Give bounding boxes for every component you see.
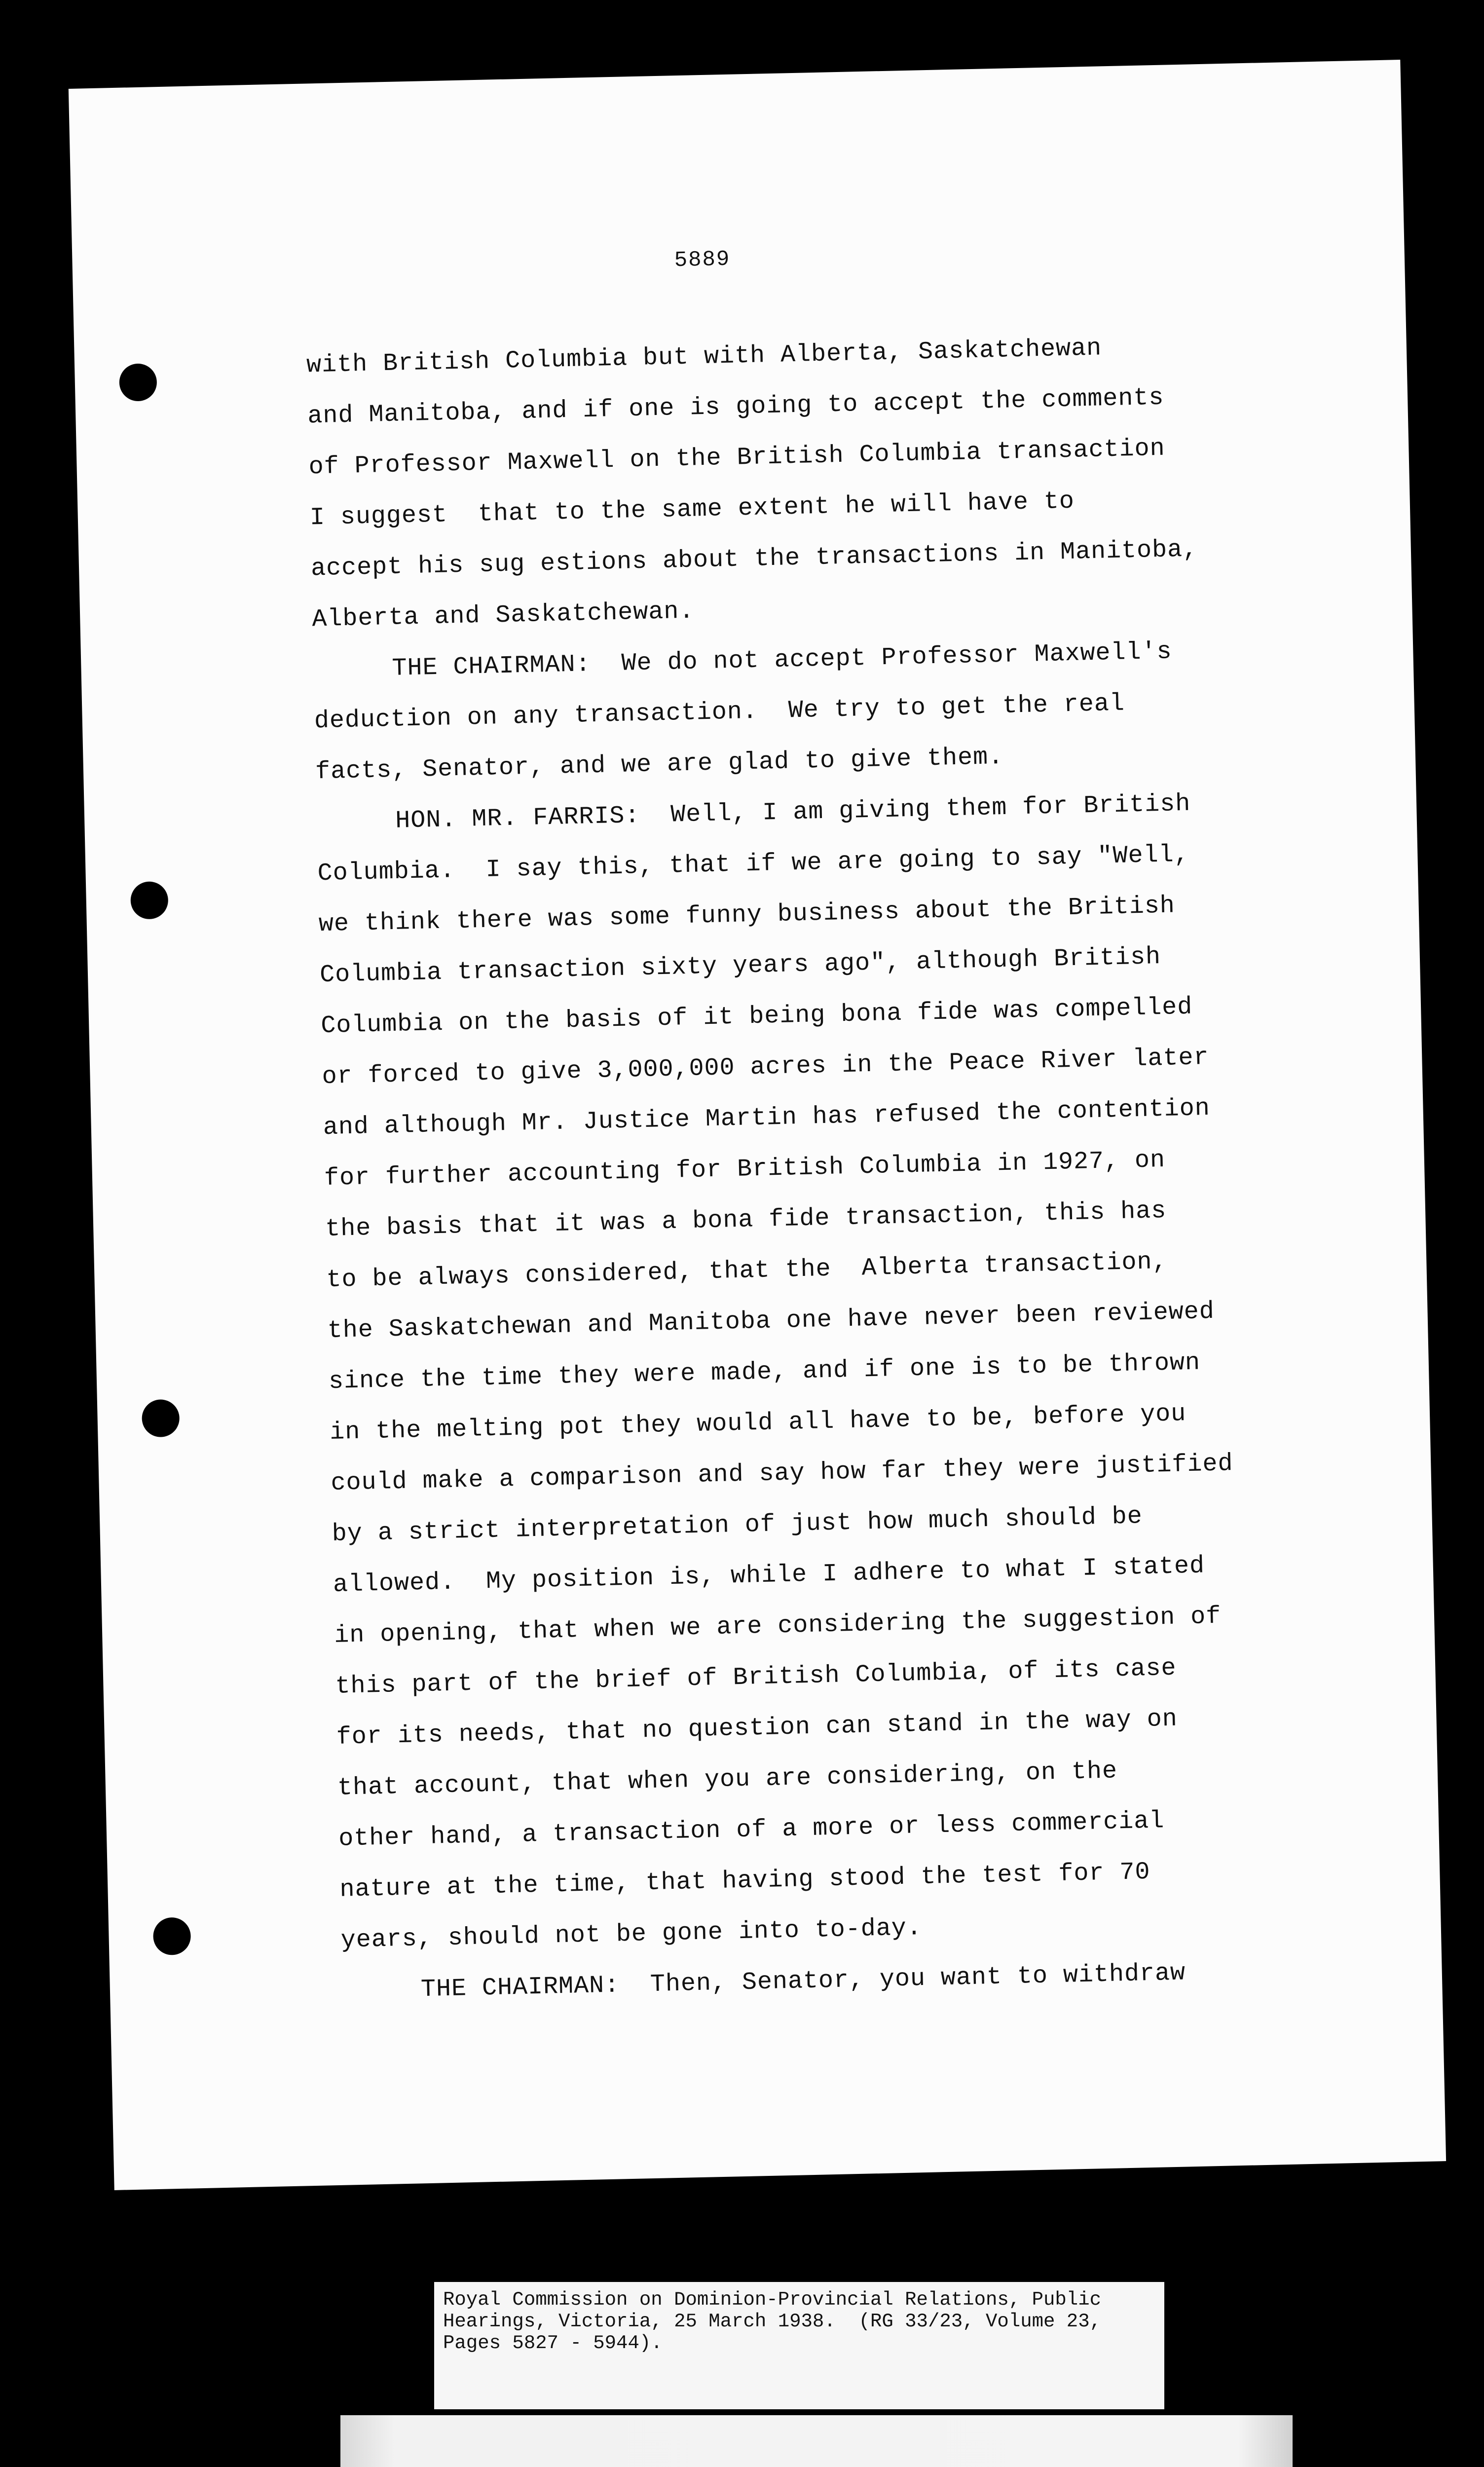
text-line: for further accounting for British Columbia in 1927, on [324,1146,1166,1193]
text-line: we think there was some funny business about the British [318,892,1176,939]
text-line: with British Columbia but with Alberta, Saskatchewan [306,334,1102,380]
punch-hole-3 [142,1399,180,1438]
text-line: Columbia on the basis of it being bona fide was compelled [320,993,1193,1041]
text-line: I suggest that to the same extent he will have to [309,487,1075,532]
speaker-line: THE CHAIRMAN: We do not accept Professor Maxwell's [392,637,1173,683]
punch-hole-1 [119,363,157,402]
text-line: since the time they were made, and if one is to be thrown [328,1348,1201,1396]
text-line: the basis that it was a bona fide transaction, this has [325,1196,1167,1244]
text-line: Columbia transaction sixty years ago", although British [319,943,1161,990]
text-line: of Professor Maxwell on the British Columbia transaction [308,434,1166,482]
text-line: or forced to give 3,000,000 acres in the Peace River later [322,1044,1210,1091]
typed-page [69,60,1446,2190]
text-line: to be always considered, that the Alberta transaction, [326,1247,1168,1295]
citation-line: Royal Commission on Dominion-Provincial Relations, Public [443,2289,1102,2311]
text-line: in the melting pot they would all have to be, before you [329,1400,1187,1447]
text-line: and although Mr. Justice Martin has refused the contention [323,1094,1211,1142]
text-line: deduction on any transaction. We try to get the real [314,689,1125,736]
punch-hole-2 [130,881,169,920]
text-line: for its needs, that no question can stand in the way on [336,1705,1178,1752]
punch-hole-4 [153,1917,191,1955]
text-line: could make a comparison and say how far they were justified [331,1450,1234,1498]
citation-line: Hearings, Victoria, 25 March 1938. (RG 33/23, Volume 23, [443,2311,1102,2332]
text-line: and Manitoba, and if one is going to accept the comments [307,383,1164,431]
text-line: in opening, that when we are considering the suggestion of [334,1602,1222,1650]
text-line: allowed. My position is, while I adhere to what I stated [333,1552,1205,1599]
archive-citation-label [434,2282,1164,2409]
speaker-line: THE CHAIRMAN: Then, Senator, you want to withdraw [420,1959,1186,2004]
text-line: this part of the brief of British Columbia, of its case [335,1654,1177,1701]
text-line: by a strict interpretation of just how much should be [332,1502,1143,1548]
text-line: Columbia. I say this, that if we are going to say "Well, [317,840,1190,888]
text-line: nature at the time, that having stood the test for 70 [339,1858,1151,1904]
text-line: years, should not be gone into to-day. [340,1914,923,1955]
text-line: Alberta and Saskatchewan. [311,597,695,634]
text-line: that account, that when you are considering, on the [337,1757,1118,1802]
transcript-body [306,318,1378,2017]
citation-line: Pages 5827 - 5944). [443,2332,663,2354]
text-line: the Saskatchewan and Manitoba one have never been reviewed [327,1297,1215,1346]
public-archives-stamp [340,2415,1293,2467]
text-line: facts, Senator, and we are glad to give them. [315,743,1004,786]
text-line: accept his sug estions about the transactions in Manitoba, [310,535,1198,583]
page-number: 5889 [674,247,731,273]
speaker-line: HON. MR. FARRIS: Well, I am giving them for British [395,789,1191,835]
text-line: other hand, a transaction of a more or less commercial [338,1807,1165,1853]
